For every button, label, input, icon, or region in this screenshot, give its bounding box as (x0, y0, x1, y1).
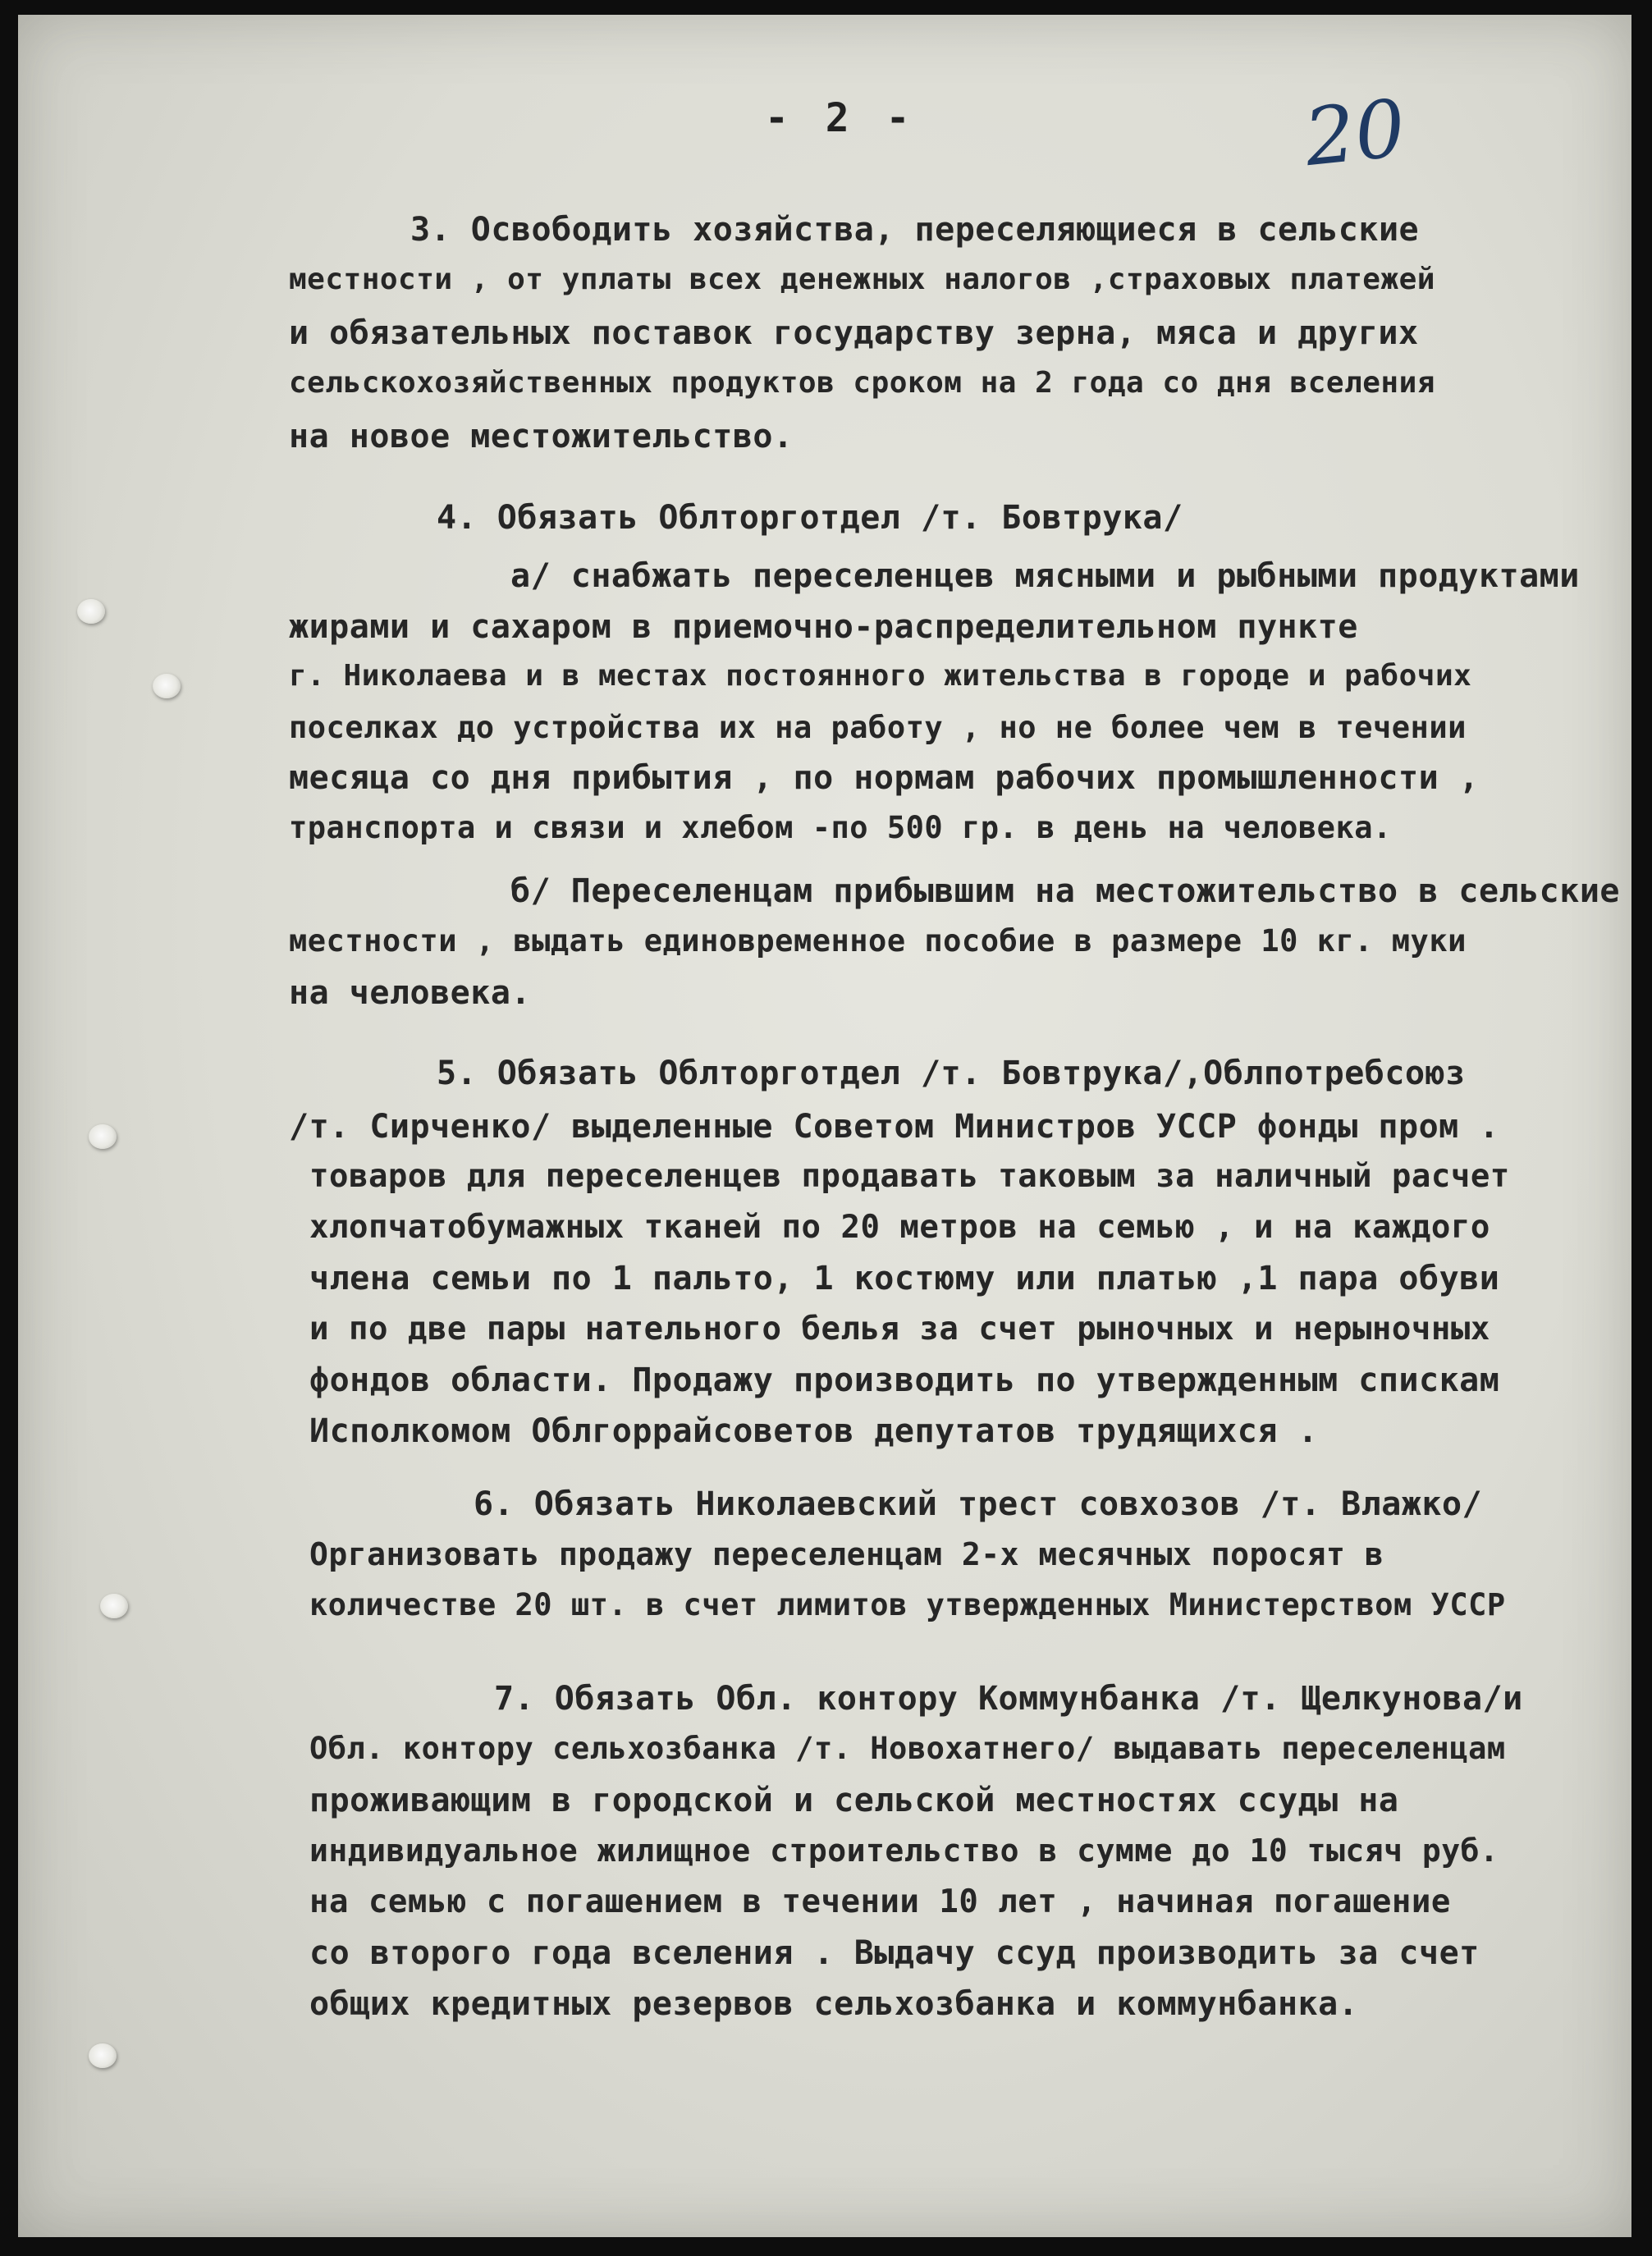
paragraph-5-line: /т. Сирченко/ выделенные Советом Министров УССР фонды пром . (289, 1108, 1499, 1146)
paragraph-5-line: члена семьи по 1 пальто, 1 костюму или платью ,1 пара обуви (309, 1260, 1500, 1297)
paragraph-6-line: 6. Обязать Николаевский трест совхозов /т. Влажко/ (474, 1485, 1483, 1523)
paragraph-5-line: хлопчатобумажных тканей по 20 метров на семью , и на каждого (309, 1209, 1490, 1246)
paragraph-4-line: транспорта и связи и хлебом -по 500 гр. в день на человека. (289, 810, 1392, 845)
paragraph-3-line: и обязательных поставок государству зерна, мяса и других (289, 314, 1419, 352)
paragraph-5-line: фондов области. Продажу производить по утвержденным спискам (309, 1361, 1500, 1399)
paragraph-3-line: на новое местожительство. (289, 418, 794, 455)
paragraph-4-line: а/ снабжать переселенцев мясными и рыбными продуктами (510, 557, 1580, 595)
paragraph-7-line: Обл. контору сельхозбанка /т. Новохатнего/ выдавать переселенцам (309, 1731, 1506, 1766)
punch-hole-icon (89, 2043, 117, 2068)
paragraph-6-line: Организовать продажу переселенцам 2-х месячных поросят в (309, 1536, 1384, 1572)
paragraph-4-line: месяца со дня прибытия , по нормам рабочих промышленности , (289, 759, 1480, 797)
paragraph-4-line: жирами и сахаром в приемочно-распределительном пункте (289, 608, 1358, 646)
paragraph-3-line: местности , от уплаты всех денежных налогов ,страховых платежей (289, 263, 1435, 296)
punch-hole-icon (153, 674, 181, 698)
paragraph-7-line: на семью с погашением в течении 10 лет , начиная погашение (309, 1883, 1451, 1920)
paragraph-7-line: 7. Обязать Обл. контору Коммунбанка /т. Щелкунова/и (494, 1680, 1523, 1718)
paragraph-4b-line: б/ Переселенцам прибывшим на местожительство в сельские (510, 872, 1621, 910)
paragraph-6-line: количестве 20 шт. в счет лимитов утвержденных Министерством УССР (309, 1587, 1506, 1622)
paragraph-4b-line: местности , выдать единовременное пособие в размере 10 кг. муки (289, 923, 1467, 959)
paragraph-4-line: поселках до устройства их на работу , но не более чем в течении (289, 710, 1467, 745)
archive-number-handwritten: 20 (1300, 81, 1410, 185)
paragraph-5-line: Исполкомом Облгоррайсоветов депутатов трудящихся . (309, 1412, 1319, 1450)
paragraph-7-line: со второго года вселения . Выдачу ссуд производить за счет (309, 1934, 1480, 1972)
paragraph-5-line: товаров для переселенцев продавать таковым за наличный расчет (309, 1158, 1510, 1195)
paragraph-5-line: и по две пары нательного белья за счет рыночных и нерыночных (309, 1311, 1490, 1348)
paragraph-7-line: индивидуальное жилищное строительство в сумме до 10 тысяч руб. (309, 1833, 1499, 1869)
paragraph-3-line: 3. Освободить хозяйства, переселяющиеся в сельские (410, 211, 1420, 249)
paragraph-7-line: общих кредитных резервов сельхозбанка и коммунбанка. (309, 1985, 1359, 2023)
paragraph-3-line: сельскохозяйственных продуктов сроком на 2 года со дня вселения (289, 366, 1435, 400)
punch-hole-icon (100, 1594, 128, 1618)
page-number: - 2 - (765, 95, 917, 141)
typed-text-body (18, 15, 1621, 2023)
paragraph-7-line: проживающим в городской и сельской местностях ссуды на (309, 1782, 1399, 1819)
paragraph-4-line: 4. Обязать Облторготдел /т. Бовтрука/ (437, 499, 1183, 537)
paragraph-4b-line: на человека. (289, 974, 531, 1012)
paragraph-5-line: 5. Обязать Облторготдел /т. Бовтрука/,Облпотребсоюз (437, 1055, 1466, 1092)
document-page (18, 15, 1631, 2237)
paragraph-4-line: г. Николаева и в местах постоянного жительства в городе и рабочих (289, 659, 1472, 693)
